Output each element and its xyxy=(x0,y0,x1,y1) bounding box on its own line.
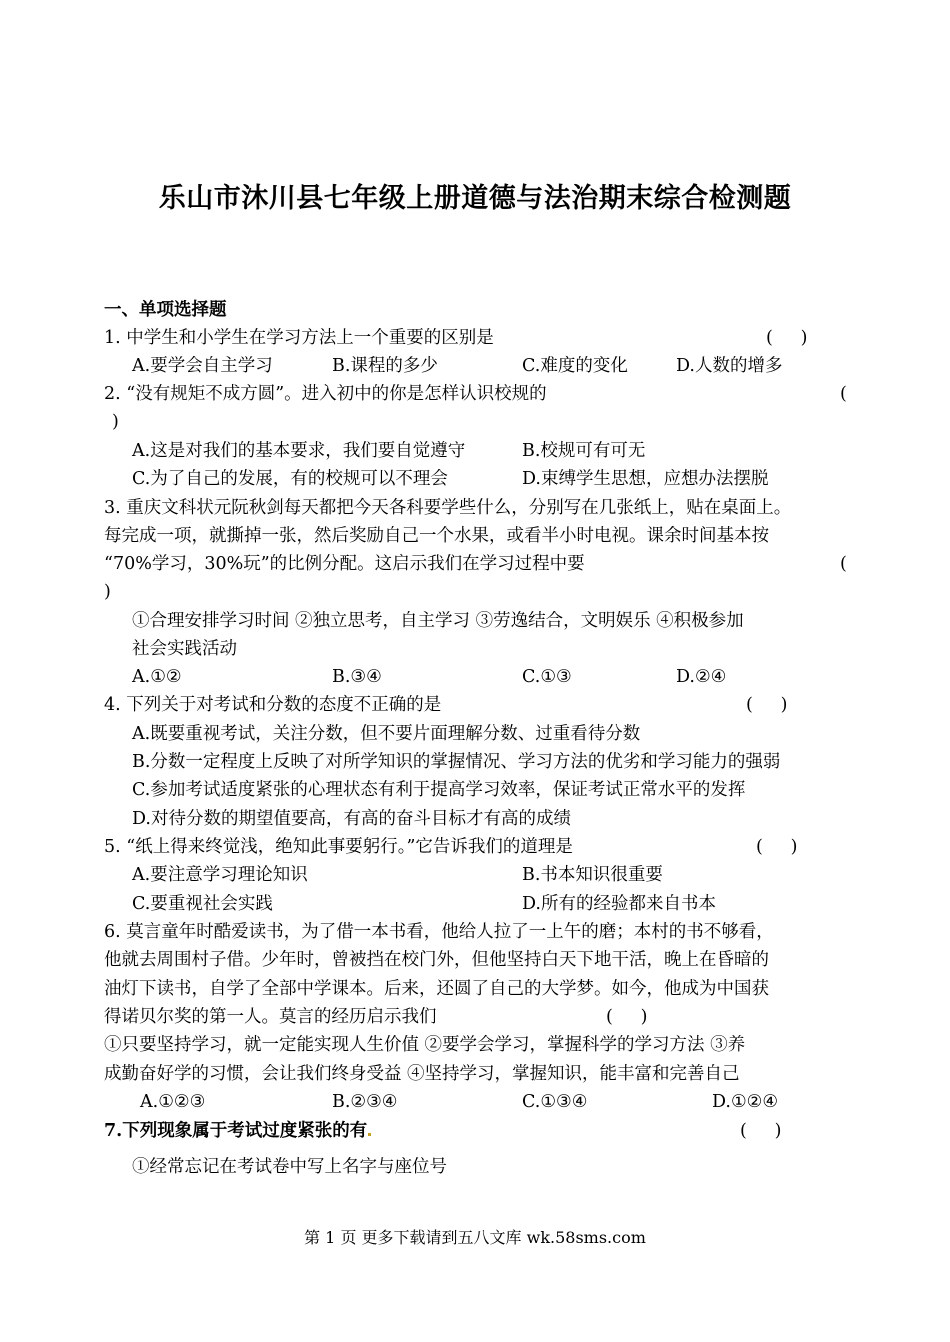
question-3-stem-line-3: “70%学习，30%玩”的比例分配。这启示我们在学习过程中要 xyxy=(104,554,585,574)
question-6-stem-line-4: 得诺贝尔奖的第一人。莫言的经历启示我们 xyxy=(104,1007,437,1027)
page-title: 乐山市沐川县七年级上册道德与法治期末综合检测题 xyxy=(158,183,792,214)
question-1-option-b: B.课程的多少 xyxy=(332,356,438,376)
question-6-stem-line-3: 油灯下读书，自学了全部中学课本。后来，还圆了自己的大学梦。如今，他成为中国获 xyxy=(104,979,769,999)
question-3-stem-line-2: 每完成一项，就撕掉一张，然后奖励自己一个水果，或看半小时电视。课余时间基本按 xyxy=(104,526,769,546)
question-2-paren-open: ( xyxy=(840,384,847,404)
question-3-stem-line-1: 3. 重庆文科状元阮秋剑每天都把今天各科要学些什么，分别写在几张纸上，贴在桌面上。 xyxy=(104,498,792,518)
question-6-option-d: D.①②④ xyxy=(712,1092,779,1112)
marker-dot xyxy=(368,1133,371,1136)
question-1-option-d: D.人数的增多 xyxy=(676,356,783,376)
question-2-option-b: B.校规可有可无 xyxy=(522,441,646,461)
question-4-option-b: B.分数一定程度上反映了对所学知识的掌握情况、学习方法的优劣和学习能力的强弱 xyxy=(132,752,781,772)
question-6-option-b: B.②③④ xyxy=(332,1092,398,1112)
question-2-option-c: C.为了自己的发展，有的校规可以不理会 xyxy=(132,469,448,489)
question-4-stem: 4. 下列关于对考试和分数的态度不正确的是 xyxy=(104,695,442,715)
question-5-answer-blank: ( ) xyxy=(756,837,798,857)
question-5-option-a: A.要注意学习理论知识 xyxy=(132,865,308,885)
question-7-item-1: ①经常忘记在考试卷中写上名字与座位号 xyxy=(132,1157,447,1177)
question-4-answer-blank: ( ) xyxy=(746,695,788,715)
question-7-stem: 7.下列现象属于考试过度紧张的有 xyxy=(104,1117,371,1145)
question-1-stem: 1. 中学生和小学生在学习方法上一个重要的区别是 xyxy=(104,328,494,348)
question-1-option-a: A.要学会自主学习 xyxy=(132,356,273,376)
question-4-option-d: D.对待分数的期望值要高，有高的奋斗目标才有高的成绩 xyxy=(132,809,571,829)
question-6-option-c: C.①③④ xyxy=(522,1092,588,1112)
question-2-paren-close: ) xyxy=(112,412,119,432)
question-6-items-line-1: ①只要坚持学习，就一定能实现人生价值 ②要学会学习，掌握科学的学习方法 ③养 xyxy=(104,1035,746,1055)
page-footer: 第 1 页 更多下载请到五八文库 wk.58sms.com xyxy=(304,1228,646,1247)
question-5-option-d: D.所有的经验都来自书本 xyxy=(522,894,716,914)
question-3-option-d: D.②④ xyxy=(676,667,727,687)
question-6-answer-blank: ( ) xyxy=(606,1007,648,1027)
question-3-paren-open: ( xyxy=(840,554,847,574)
question-3-option-c: C.①③ xyxy=(522,667,572,687)
question-3-option-a: A.①② xyxy=(132,667,182,687)
question-5-option-c: C.要重视社会实践 xyxy=(132,894,273,914)
question-1-answer-blank: ( ) xyxy=(766,328,808,348)
question-6-items-line-2: 成勤奋好学的习惯，会让我们终身受益 ④坚持学习，掌握知识，能丰富和完善自己 xyxy=(104,1064,740,1084)
question-3-items-line-2: 社会实践活动 xyxy=(132,639,237,659)
question-5-option-b: B.书本知识很重要 xyxy=(522,865,663,885)
question-6-option-a: A.①②③ xyxy=(140,1092,206,1112)
question-4-option-c: C.参加考试适度紧张的心理状态有利于提高学习效率，保证考试正常水平的发挥 xyxy=(132,780,746,800)
question-6-stem-line-1: 6. 莫言童年时酷爱读书，为了借一本书看，他给人拉了一上午的磨；本村的书不够看， xyxy=(104,922,774,942)
question-3-option-b: B.③④ xyxy=(332,667,382,687)
question-3-items-line-1: ①合理安排学习时间 ②独立思考，自主学习 ③劳逸结合，文明娱乐 ④积极参加 xyxy=(132,611,744,631)
question-1-option-c: C.难度的变化 xyxy=(522,356,628,376)
question-2-stem: 2. “没有规矩不成方圆”。进入初中的你是怎样认识校规的 xyxy=(104,384,547,404)
section-heading: 一、单项选择题 xyxy=(104,300,227,320)
question-5-stem: 5. “纸上得来终觉浅，绝知此事要躬行。”它告诉我们的道理是 xyxy=(104,837,573,857)
question-7-answer-blank: ( ) xyxy=(740,1121,782,1141)
question-6-stem-line-2: 他就去周围村子借。少年时，曾被挡在校门外，但他坚持白天下地干活，晚上在昏暗的 xyxy=(104,950,769,970)
question-2-option-a: A.这是对我们的基本要求，我们要自觉遵守 xyxy=(132,441,466,461)
question-3-paren-close: ) xyxy=(104,582,111,602)
question-2-option-d: D.束缚学生思想，应想办法摆脱 xyxy=(522,469,769,489)
question-4-option-a: A.既要重视考试，关注分数，但不要片面理解分数、过重看待分数 xyxy=(132,724,641,744)
